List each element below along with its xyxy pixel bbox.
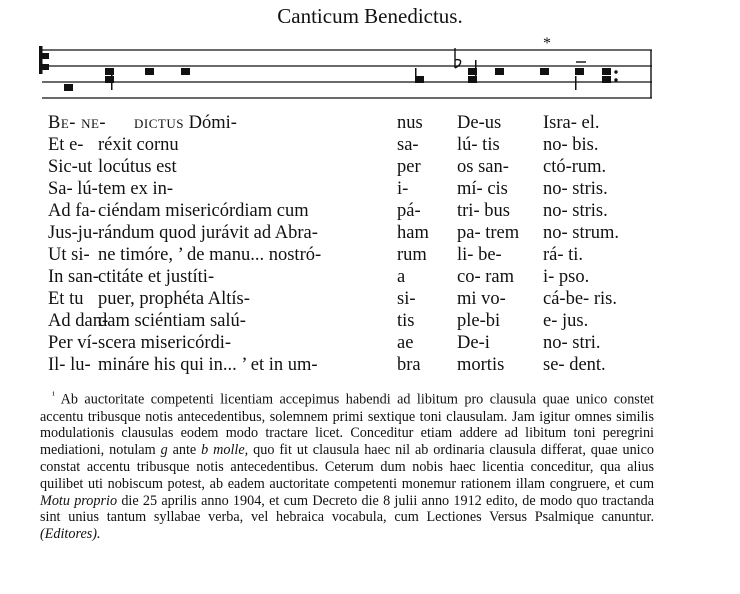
verse-initial: Be- ne- [48,113,107,133]
verse-text: mináre his qui in... ’ et in um- [98,355,318,375]
verse-termination: mi vo- [457,289,506,309]
verse-accent: rum [397,245,427,265]
verse-ending: cá-be- ris. [543,289,617,309]
verse-initial: In san- [48,267,99,287]
verse-ending: no- strum. [543,223,620,243]
verse-text: ne timóre, ’ de manu... nostró- [98,245,322,265]
verse-ending: no- stris. [543,201,608,221]
verse-accent: a [397,267,406,287]
verse-termination: os san- [457,157,509,177]
verse-text: puer, prophéta Altís- [98,289,250,309]
page-title: Canticum Benedictus. [277,4,463,28]
verse-ending: no- bis. [543,135,599,155]
verse-initial: Per ví- [48,333,98,353]
verse-text: tem ex in- [98,179,174,199]
verse-termination: mortis [457,355,505,375]
verse-termination: tri- bus [457,201,510,221]
verse-accent: sa- [397,135,419,155]
asterisk-mark: * [543,35,551,52]
chant-notes [64,60,618,91]
verse-text: réxit cornu [98,135,179,155]
verse-accent: ae [397,333,414,353]
verse-accent: nus [397,113,423,133]
verse-text: dam sciéntiam salú- [98,311,246,331]
verse-termination: co- ram [457,267,515,287]
verse-accent: i- [397,179,409,199]
verse-text: ciéndam misericórdiam cum [98,201,309,221]
verse-initial: Sic-ut [48,157,93,177]
verse-termination: De-us [457,113,502,133]
flat-sign [455,48,461,68]
verse-initial: Ad fa- [48,201,96,221]
verse-accent: tis [397,311,415,331]
verse-accent: bra [397,355,421,375]
verse-accent: pá- [397,201,421,221]
verse-ending: e- jus. [543,311,589,331]
verse-text: ctitáte et justíti- [98,267,215,287]
verse-ending: rá- ti. [543,245,584,265]
verse-text: scera misericórdi- [98,333,232,353]
footnote [40,388,654,543]
verse-accent: per [397,157,421,177]
verse-accent: ham [397,223,429,243]
verse-initial: Jus-ju- [48,223,99,243]
verse-ending: no- stri. [543,333,601,353]
verse-text: dictus Dómi- [134,113,237,133]
verse-text: locútus est [98,157,177,177]
verse-ending: no- stris. [543,179,608,199]
verse-termination: ple-bi [457,311,501,331]
verse-ending: Isra- el. [543,113,600,133]
chant-staff [0,34,740,106]
verse-accent: si- [397,289,416,309]
verse-ending: ctó-rum. [543,157,607,177]
verse-ending: se- dent. [543,355,606,375]
footnote-paragraph: $^{^1}$ Ab auctoritate competenti licentiam accepimus habendi ad libitum pro clausula quae unico constet accentu tribusque notis antecedentibus, solemnem primi sextique toni clausulam. Jam igitur omnes similis modulationis clausulas eodem modo tractare licet. Conceditur etiam addere ad libitum toni peregrini mediationi, notulam g ante b molle, quo fit ut clausula haec nil ab ordinaria clausula differat, quae unico constat accentu tribusque notis antecedentibus. Ceterum dum nobis haec licentia conceditur, qua alius quilibet uti nobiscum potest, ab eadem auctoritate competenti monemur rationem illam congruere, et cum Motu proprio die 25 aprilis anno 1904, et cum Decreto die 8 julii anno 1912 edito, de modo quo tractanda sint unius tantum syllabae verba, vel hebraica vocabula, cum Lectiones Versus Psalmique canuntur. (Editores). [40,390,655,543]
staff-lines [42,50,652,98]
verse-termination: lú- tis [457,135,500,155]
verse-initial: Il- lu- [48,355,91,375]
verse-termination: mí- cis [457,179,508,199]
verse-initial: Sa- lú- [48,179,98,199]
verse-initial: Ad dan- [48,311,109,331]
verse-termination: li- be- [457,245,502,265]
footnote-marker: ¹ [52,390,55,401]
verse-ending: i- pso. [543,267,590,287]
verse-initial: Ut si- [48,245,90,265]
verse-initial: Et tu [48,289,84,309]
verse-text: rándum quod jurávit ad Abra- [98,223,318,243]
verse-termination: De-i [457,333,490,353]
verse-initial: Et e- [48,135,84,155]
verse-termination: pa- trem [457,223,520,243]
